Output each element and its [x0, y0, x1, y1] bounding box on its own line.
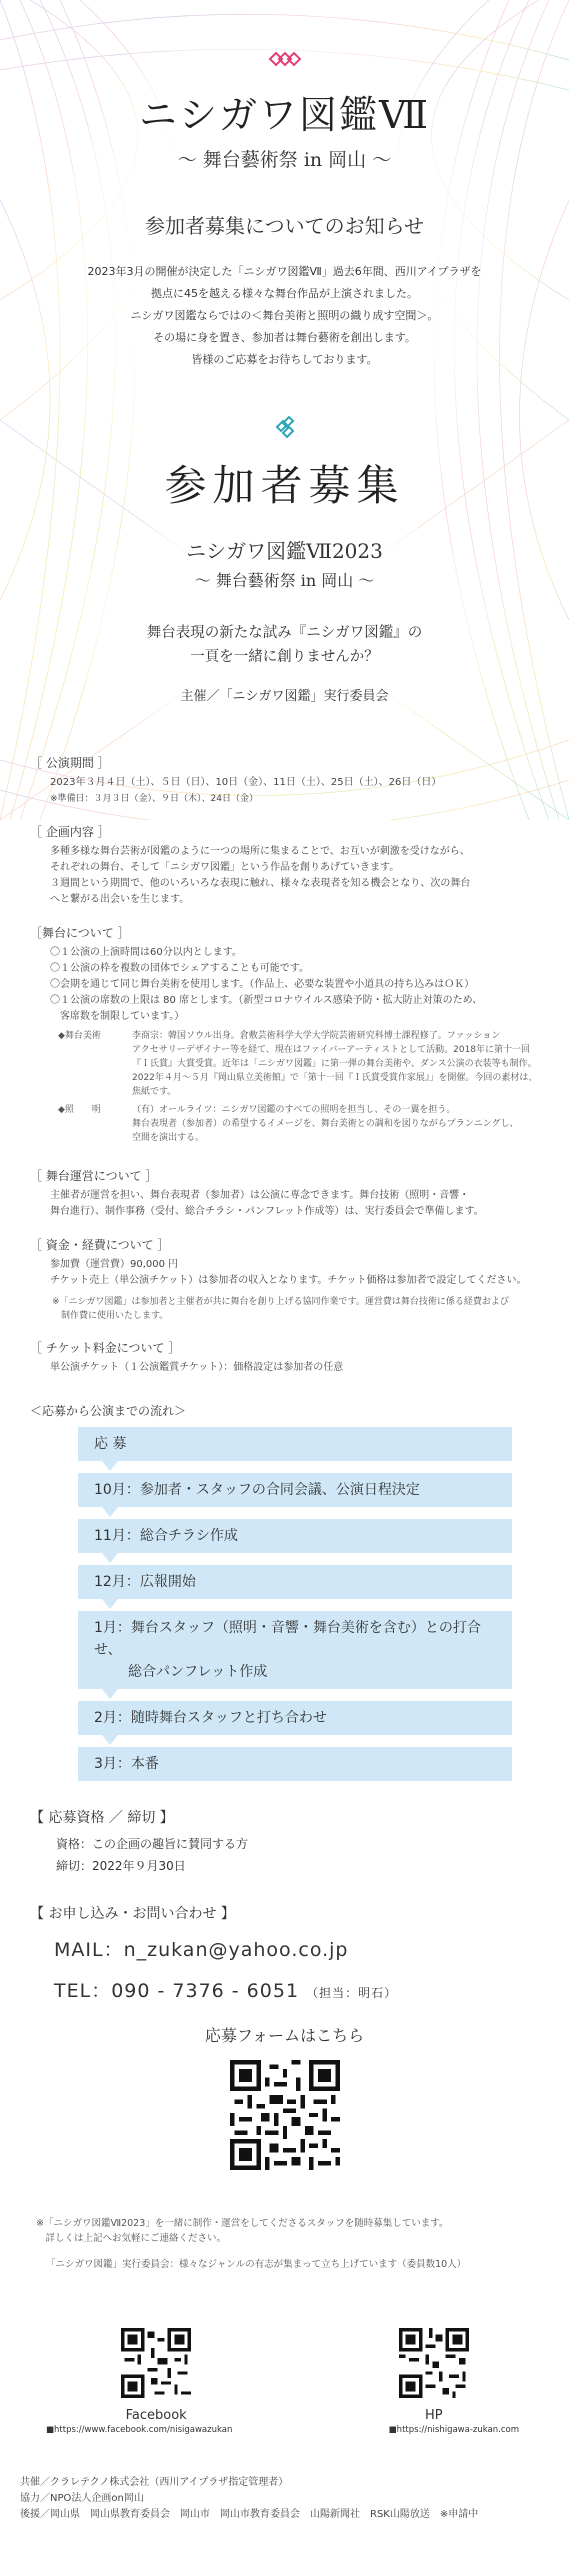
hp-block[interactable] — [388, 2328, 519, 2435]
plan-body: 多種多様な舞台芸術が図鑑のように一つの場所に集まることで、お互いが刺激を受けながら、 それぞれの舞台、そして「ニシガワ図鑑」という作品を創りあげていきます。 ３週間という期間で、他のいろいろな表現に触れ、様々な表現者を知る機会となり、次の舞台 へと繋がる出会いを生じます。 — [50, 846, 471, 905]
flow-step-february: 2月：随時舞台スタッフと打ち合わせ — [78, 1701, 512, 1735]
ticket-title: ［ チケット料金について ］ — [30, 1341, 181, 1355]
footer: 共催／クラレテクノ株式会社（西川アイプラザ指定管理者） 協力／NPO法人企画on岡山 後援／岡山県 岡山県教育委員会 岡山市 岡山市教育委員会 山陽新聞社 RSK山陽放送 ※申請中 — [20, 2477, 479, 2520]
flow-steps — [78, 1427, 512, 1781]
hp-label: HP — [425, 2408, 443, 2423]
catch-copy: 舞台表現の新たな試み『ニシガワ図鑑』の 一頁を一緒に創りませんか？ — [146, 625, 423, 665]
facebook-url[interactable]: ■https://www.facebook.com/nisigawazukan — [46, 2425, 233, 2435]
operation-body: 主催者が運営を担い、舞台表現者（参加者）は公演に専念できます。舞台技術（照明・音響・ 舞台進行）、制作事務（受付、総合チラシ・パンフレット作成等）は、実行委員会で準備します。 — [50, 1190, 484, 1217]
main-title: ニシガワ図鑑Ⅶ — [138, 93, 431, 137]
stage-title: ［舞台について ］ — [30, 926, 130, 940]
contact-mail[interactable]: MAIL：n_zukan@yahoo.co.jp — [54, 1939, 349, 1961]
period-body: 2023年３月４日（土）、５日（日）、10日（金）、11日（土）、25日（土）、26日（日） ※準備日：３月３日（金）、９日（木）、24日（金） — [50, 777, 442, 804]
flow-step-apply: 応 募 — [78, 1427, 512, 1461]
main-subtitle: ～ 舞台藝術祭 in 岡山 ～ — [177, 149, 392, 171]
fund-body: 参加費（運営費）90,000 円 チケット売上（単公演チケット）は参加者の収入となります。チケット価格は参加者で設定してください。 — [50, 1259, 527, 1286]
period-title: ［ 公演期間 ］ — [30, 756, 110, 770]
form-label: 応募フォームはこちら — [204, 2026, 365, 2045]
staff-art: ◆舞台美術 李商宗：韓国ソウル出身。倉敷芸術科学大学大学院芸術研究科博士課程修了。ファッション アクセサリーデザイナー等を経て、現在はファイバーアーティストとして活動。2018年に第十一回 『Ｉ氏賞』大賞受賞。近年は「ニシガワ図鑑」に第一弾の舞台美術や、ダンス公演の衣装等も制作。 2022年４月～５月『岡山県立美術館』で「第十一回『Ｉ氏賞受賞作家展』」を開催。今回の素材は、 焦紙です。 — [58, 1031, 538, 1097]
apply-form-qr-code[interactable] — [0, 2060, 569, 2170]
fund-note: ※「ニシガワ図鑑」は参加者と主催者が共に舞台を創り上げる協同作業です。運営費は舞台技術に係る経費および 制作費に使用いたします。 — [52, 1297, 509, 1321]
staff-light: ◆照 明 （有）オールライツ：ニシガワ図鑑のすべての照明を担当し、その一翼を担う。 舞台表現者（参加者）の希望するイメージを、舞台美術との調和を図りながらプランニングし、 空間を演出する。 — [58, 1105, 519, 1143]
fund-title: ［ 資金・経費について ］ — [30, 1238, 170, 1252]
event-subtitle: ～ 舞台藝術祭 in 岡山 ～ — [194, 571, 375, 590]
notice-title: 参加者募集についてのお知らせ — [145, 214, 424, 238]
hp-url[interactable]: ■https://nishigawa-zukan.com — [388, 2425, 519, 2435]
flow-title: ＜応募から公演までの流れ＞ — [30, 1404, 187, 1418]
plan-title: ［ 企画内容 ］ — [30, 825, 110, 839]
operation-title: ［ 舞台運営について ］ — [30, 1169, 158, 1183]
details-section — [30, 754, 543, 1376]
sns-links — [46, 2328, 519, 2435]
flow-step-october: 10月：参加者・スタッフの合同会議、公演日程決定 — [78, 1473, 512, 1507]
recruit-headline: 参加者募集 — [164, 461, 405, 510]
flow-step-january: 1月：舞台スタッフ（照明・音響・舞台美術を含む）との打合せ、 総合パンフレット作成 — [78, 1611, 512, 1689]
host-line: 主催／「ニシガワ図鑑」実行委員会 — [180, 689, 389, 704]
event-title: ニシガワ図鑑Ⅶ2023 — [186, 539, 383, 563]
facebook-label: Facebook — [125, 2408, 187, 2423]
contact-tel[interactable]: TEL：090 - 7376 - 6051 （担当：明石） — [54, 1980, 398, 2002]
lead-text: 2023年3月の開催が決定した「ニシガワ図鑑Ⅶ」過去6年間、西川アイプラザを 拠点に45を越える様々な舞台作品が上演されました。 ニシガワ図鑑ならではの＜舞台美術と照明の織り成す空間＞。 その場に身を置き、参加者は舞台藝術を創出します。 皆様のご応募をお待ちしております。 — [87, 265, 482, 366]
committee-note: 「ニシガワ図鑑」実行委員会：様々なジャンルの有志が集まって立ち上げています（委員数10人） — [46, 2259, 467, 2270]
qualification-title: 【 応募資格 ／ 締切 】 — [30, 1810, 174, 1826]
contact-title: 【 お申し込み・お問い合わせ 】 — [30, 1906, 235, 1922]
stage-body: 〇１公演の上演時間は60分以内とします。 〇１公演の枠を複数の団体でシェアすることも可能です。 〇会期を通じて同じ舞台美術を使用します。（作品上、必要な装置や小道具の持ち込みはＯＫ） 〇１公演の席数の上限は 80 席とします。（新型コロナウイルス感染予防・拡大防止対策のため、 客席数を制限しています。） — [50, 947, 483, 1022]
ticket-body: 単公演チケット（１公演鑑賞チケット）：価格設定は参加者の任意 — [50, 1362, 344, 1373]
qualification-body: 資格：この企画の趣旨に賛同する方 締切：2022年９月30日 — [56, 1837, 249, 1873]
facebook-block[interactable] — [46, 2328, 233, 2435]
hp-qr-code[interactable] — [399, 2328, 469, 2398]
flow-step-march: 3月：本番 — [78, 1747, 512, 1781]
logo-mark-teal — [0, 415, 569, 439]
flow-step-december: 12月：広報開始 — [78, 1565, 512, 1599]
staff-recruit-note: ※「ニシガワ図鑑Ⅶ2023」を一緒に制作・運営をしてくださるスタッフを随時募集しています。 詳しくは上記へお気軽にご連絡ください。 — [36, 2218, 449, 2244]
logo-mark-pink — [0, 0, 569, 72]
flow-step-november: 11月：総合チラシ作成 — [78, 1519, 512, 1553]
facebook-qr-code[interactable] — [121, 2328, 191, 2398]
